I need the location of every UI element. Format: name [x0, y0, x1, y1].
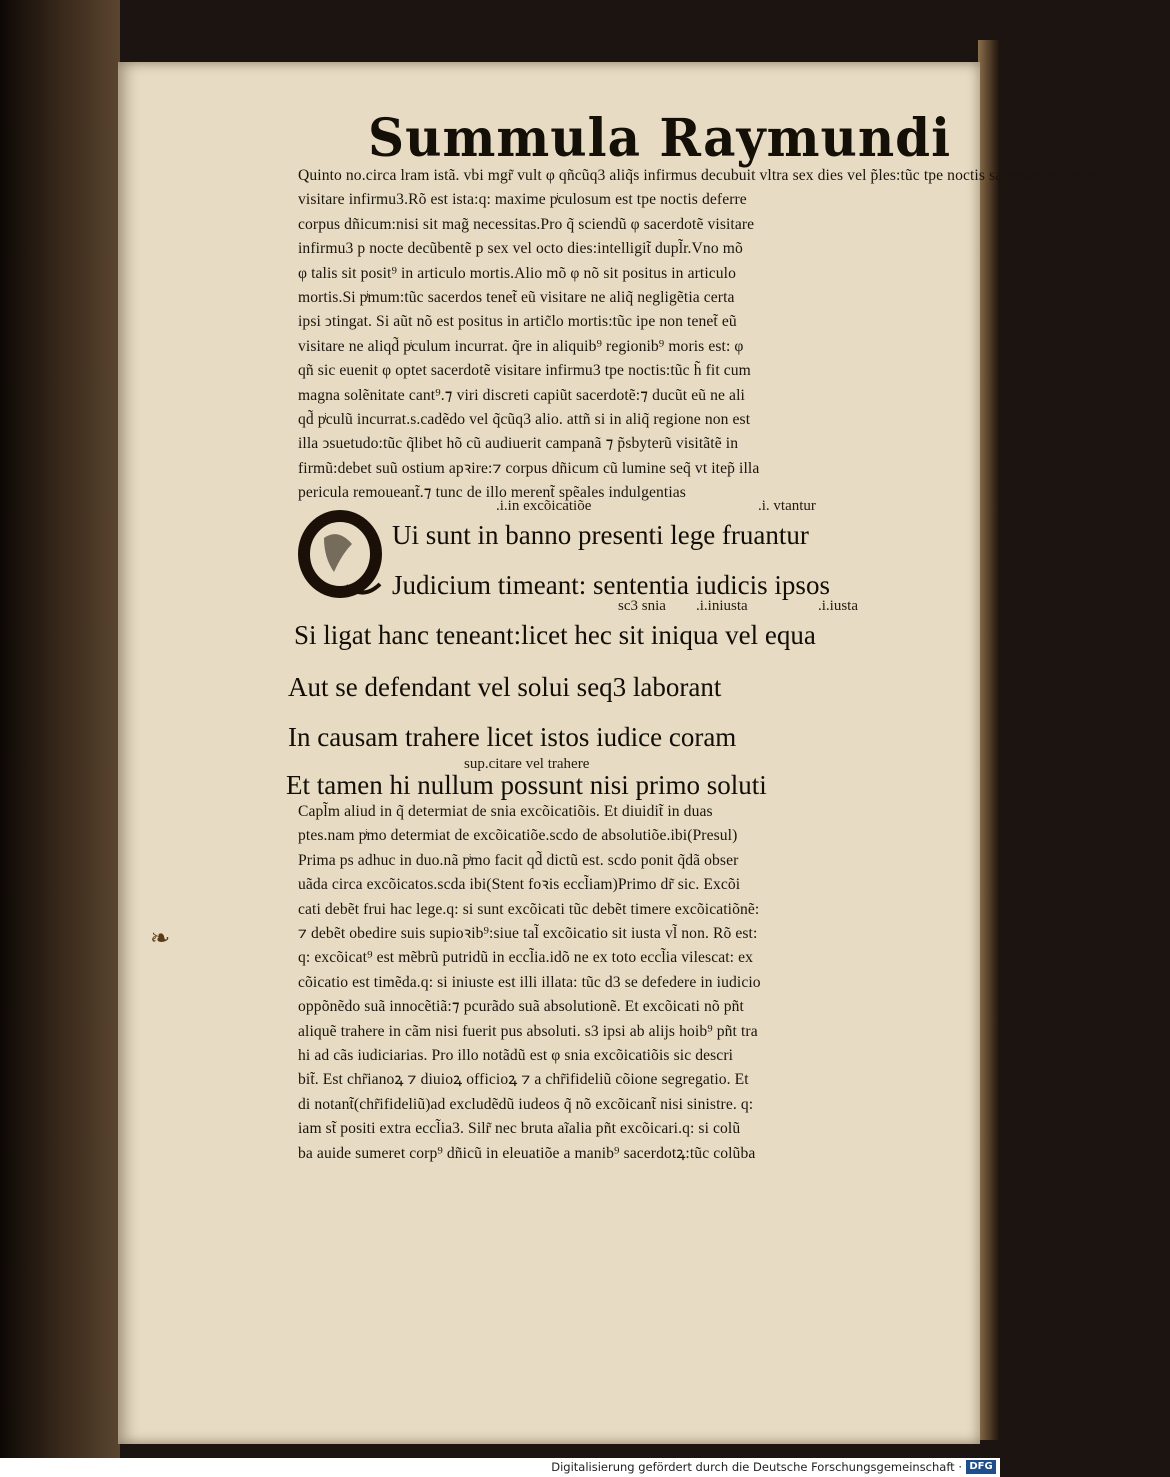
text-line: Quinto no.circa lram istã. vbi mgr̃ vult φ qñcũq3 aliq̃s infirmus decubuit vltra sex dies vel p̃les:tũc tpe noctis sacerdos cũ corpe chr̃i nõ d3: [298, 167, 1170, 184]
text-line: oppõnẽdo suã innocẽtiã:⁊ pcurãdo suã absolutionẽ. Et excõicati nõ pñt: [298, 998, 744, 1016]
digitization-footer: [0, 1458, 1000, 1477]
text-line: ba auide sumeret corp⁹ dñicũ in eleuatiõe a manib⁹ sacerdotꝝ:tũc colũba: [298, 1144, 756, 1162]
interlinear-gloss: .i.in excõicatiõe: [496, 498, 592, 514]
text-line: ptes.nam pͥmo determiat de excõicatiõe.scdo de absolutiõe.ibi(Presul): [298, 827, 738, 845]
interlinear-gloss: sc3 snia: [618, 598, 666, 614]
text-line: cati debẽt frui hac lege.q: si sunt excõicati tũc debẽt timere excõicatiõnẽ:: [298, 900, 760, 918]
text-line: ⁊ debẽt obedire suis supioꝛib⁹:siue tal̃ excõicatio sit iusta vl̃ non. Rõ est:: [298, 925, 758, 943]
text-line: magna solẽnitate cant⁹.⁊ viri discreti capiũt sacerdotẽ:⁊ ducũt eũ ne ali: [298, 386, 745, 404]
text-line: bit̃. Est chr̃ianoꝝ ⁊ diuioꝝ officioꝝ ⁊ a chr̃ifideliũ cõione segregatio. Et: [298, 1071, 749, 1089]
text-line: q: excõicat⁹ est mẽbrũ putridũ in eccl̃ia.idõ ne ex toto eccl̃ia vilescat: ex: [298, 949, 754, 967]
verse-line: Ui sunt in banno presenti lege fruantur: [392, 520, 809, 550]
interlinear-gloss: .i.iusta: [818, 598, 858, 614]
paragraph-2: [298, 800, 1038, 1166]
text-line: corpus dñicum:nisi sit mag̃ necessitas.Pro q̃ sciendũ φ sacerdotẽ visitare: [298, 215, 755, 233]
verse-line: Judicium timeant: sententia iudicis ipsos: [392, 570, 830, 600]
text-line: Capl̃m aliud in q̃ determiat de snia excõicatiõis. Et diuidit̃ in duas: [298, 803, 713, 820]
verse-line: In causam trahere licet istos iudice coram: [288, 722, 737, 752]
interlinear-gloss: .i. vtantur: [758, 498, 816, 514]
book-page: [118, 62, 1170, 1444]
running-title: Summula Raymundi: [368, 106, 952, 169]
text-line: φ talis sit posit⁹ in articulo mortis.Alio mõ φ nõ sit positus in articulo: [298, 264, 736, 282]
footer-credit: Digitalisierung gefördert durch die Deutsche Forschungsgemeinschaft ·: [551, 1460, 962, 1474]
text-line: aliquẽ trahere in cãm nisi fuerit pus absoluti. s3 ipsi ab alijs hoib⁹ pñt tra: [298, 1022, 758, 1040]
text-line: qñ sic euenit φ optet sacerdotẽ visitare infirmu3 tpe noctis:tũc h̃ fit cum: [298, 362, 751, 380]
text-line: infirmu3 p nocte decũbentẽ p sex vel octo dies:intelligit̃ dupl̃r.Vno mõ: [298, 240, 743, 258]
book-spine: [0, 0, 120, 1458]
initial-letter-q: [294, 508, 390, 606]
verse-line: Si ligat hanc teneant:licet hec sit iniqua vel equa: [294, 620, 816, 650]
interlinear-gloss: sup.citare vel trahere: [464, 756, 590, 772]
text-line: visitare ne aliqd̃ pͥculum incurrat. q̃re in aliquib⁹ regionib⁹ moris est: φ: [298, 337, 744, 355]
text-line: di notant̃(chr̃ifideliũ)ad excludẽdũ iudeos q̃ nõ excõicant̃ nisi sinistre. q:: [298, 1095, 754, 1113]
text-line: Prima ps adhuc in duo.nã pͥmo facit qd̃ dictũ est. scdo ponit q̃dã obser: [298, 851, 739, 869]
text-line: firmũ:debet suũ ostium apꝛire:⁊ corpus dñicum cũ lumine seq̃ vt itep̃ illa: [298, 459, 760, 477]
text-line: visitare infirmu3.Rõ est ista:q: maxime pͥculosum est tpe noctis deferre: [298, 191, 747, 209]
verse-line: Et tamen hi nullum possunt nisi primo soluti: [286, 770, 767, 800]
text-line: cõicatio est timẽda.q: si iniuste est illi illata: tũc d3 se defedere in iudicio: [298, 973, 761, 991]
verse-line: Aut se defendant vel solui seq3 laborant: [288, 672, 722, 702]
interlinear-gloss: .i.iniusta: [696, 598, 748, 614]
dfg-logo: DFG: [966, 1460, 996, 1474]
text-line: iam st̃ positi extra eccl̃ia3. Silr̃ nec bruta aĩalia pñt excõicari.q: si colũ: [298, 1120, 741, 1138]
paragraph-1: [298, 164, 1170, 506]
text-line: hi ad cãs iudiciarias. Pro illo notãdũ est φ snia excõicatiõis sic descri: [298, 1047, 734, 1065]
decorated-initial: [294, 508, 390, 606]
text-line: illa ↄsuetudo:tũc q̃libet hõ cũ audiuerit campanã ⁊ p̃sbyterũ visitãtẽ in: [298, 435, 739, 453]
text-line: uãda circa excõicatos.scda ibi(Stent foꝛis eccl̃iam)Primo dr̃ sic. Excõi: [298, 876, 741, 894]
text-line: qd̃ pͥculũ incurrat.s.cadẽdo vel q̃cũq3 alio. attñ si in aliq̃ regione non est: [298, 411, 751, 429]
text-line: pericula remoueant̃.⁊ tunc de illo merent̃ spẽales indulgentias: [298, 484, 686, 502]
text-line: ipsi ↄtingat. Si aũt nõ est positus in artic̃lo mortis:tũc ipe non tenet̃ eũ: [298, 313, 737, 331]
text-line: mortis.Si pͥmum:tũc sacerdos tenet̃ eũ visitare ne aliq̃ negligẽtia certa: [298, 289, 735, 307]
marginal-mark-icon: ❧: [150, 924, 171, 952]
